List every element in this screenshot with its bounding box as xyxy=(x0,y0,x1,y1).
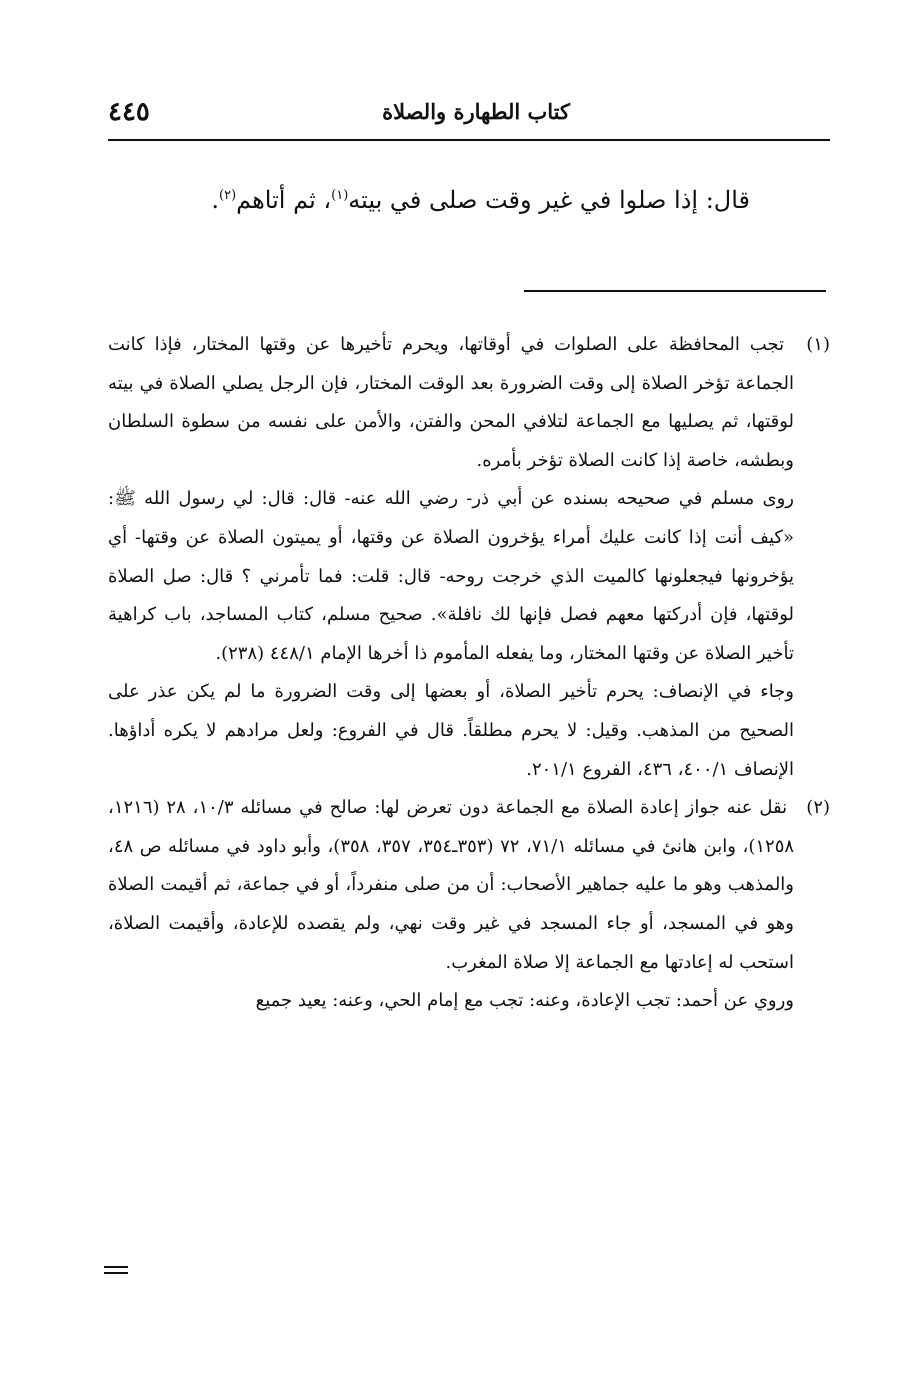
page-number: ٤٤٥ xyxy=(108,97,150,127)
footnote-1-paragraph-3: وجاء في الإنصاف: يحرم تأخير الصلاة، أو بعضها إلى وقت الضرورة ما لم يكن عذر على الصحيح من المذهب. وقيل: لا يحرم مطلقاً. قال في الفروع: ولعل مرادهم لا يكره أداؤها. الإنصاف ٤٠٠/١، ٤٣٦، الفروع ٢٠١/١. xyxy=(108,681,794,780)
header-rule xyxy=(108,139,830,141)
main-text xyxy=(130,180,750,220)
footnote-1 xyxy=(108,326,830,789)
main-text-end: . xyxy=(211,186,220,214)
footnote-ref-1[interactable]: (١) xyxy=(331,188,349,203)
footnote-2-paragraph-1 xyxy=(108,789,830,982)
footnote-2-number: (٢) xyxy=(806,797,830,819)
main-text-body: قال: إذا صلوا في غير وقت صلى في بيته xyxy=(348,186,750,214)
footnote-2 xyxy=(108,789,830,1021)
footnote-2-text: نقل عنه جواز إعادة الصلاة مع الجماعة دون تعرض لها: صالح في مسائله ١٠/٣، ٢٨ (١٢١٦، ١٢٥٨)، وابن هانئ في مسائله ٧١/١، ٧٢ (٣٥٣ـ٣٥٤، ٣٥٧، ٣٥٨)، وأبو داود في مسائله ص ٤٨، والمذهب وهو ما عليه جماهير الأصحاب: أن من صلى منفرداً، أو في جماعة، ثم أقيمت الصلاة وهو في المسجد، أو جاء المسجد في غير وقت نهي، ولم يقصده للإعادة، وأقيمت الصلاة، استحب له إعادتها مع الجماعة إلا صلاة المغرب. xyxy=(108,797,795,973)
footnote-1-paragraph-1 xyxy=(108,326,830,480)
footnote-2-paragraph-2: وروي عن أحمد: تجب الإعادة، وعنه: تجب مع إمام الحي، وعنه: يعيد جميع xyxy=(255,990,794,1012)
continuation-mark xyxy=(104,1266,128,1278)
footnote-separator xyxy=(524,290,826,292)
running-title: كتاب الطهارة والصلاة xyxy=(382,99,570,124)
main-text-continuation: ، ثم أتاهم xyxy=(236,186,332,214)
footnote-ref-2[interactable]: (٢) xyxy=(219,188,237,203)
footnote-1-number: (١) xyxy=(806,334,830,355)
page-header xyxy=(108,92,830,142)
footnote-1-paragraph-2: روى مسلم في صحيحه بسنده عن أبي ذر- رضي الله عنه- قال: قال: لي رسول الله ﷺ: «كيف أنت إذا كانت عليك أمراء يؤخرون الصلاة عن وقتها، أو يميتون الصلاة عن وقتها- أي يؤخرونها فيجعلونها كالميت الذي خرجت روحه- قال: قلت: فما تأمرني ؟ قال: صل الصلاة لوقتها، فإن أدركتها معهم فصل فإنها لك نافلة». صحيح مسلم، كتاب المساجد، باب كراهية تأخير الصلاة عن وقتها المختار، وما يفعله المأموم ذا أخرها الإمام ٤٤٨/١ (٢٣٨). xyxy=(108,488,794,664)
footnote-1-text: تجب المحافظة على الصلوات في أوقاتها، ويحرم تأخيرها عن وقتها المختار، فإذا كانت الجماعة تؤخر الصلاة إلى وقت الضرورة بعد الوقت المختار، فإن الرجل يصلي الصلاة في بيته لوقتها، ثم يصليها مع الجماعة لتلافي المحن والفتن، والأمن على نفسه من سطوة السلطان وبطشه، خاصة إذا كانت الصلاة تؤخر بأمره. xyxy=(108,334,794,471)
footnotes xyxy=(108,326,830,1286)
